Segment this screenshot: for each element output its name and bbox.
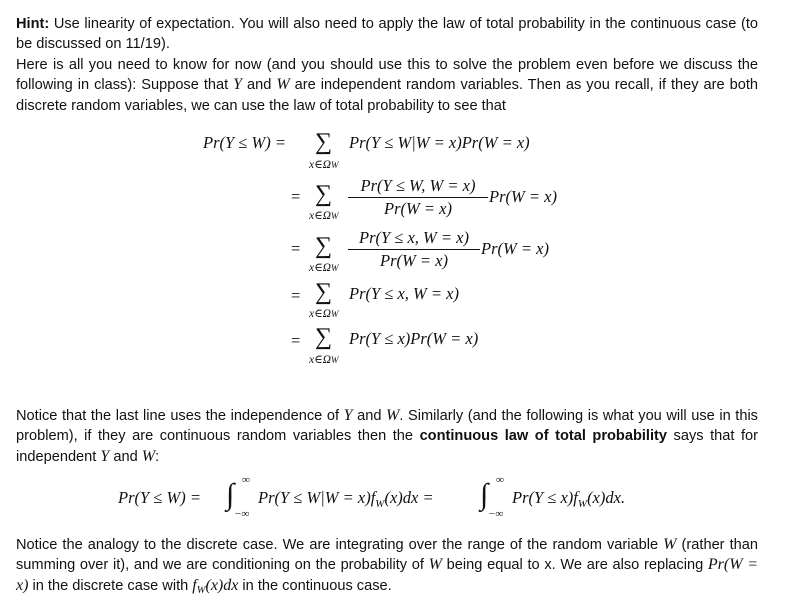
hint-paragraph <box>16 14 758 55</box>
sum-symbol-2: ∑ <box>315 181 333 207</box>
fraction-3-numerator: Pr(Y ≤ x, W = x) <box>359 228 469 247</box>
sum-subscript-4: x∈ΩW <box>309 308 339 320</box>
integral-2-upper: ∞ <box>496 474 504 486</box>
fraction-3 <box>348 228 480 271</box>
notice-paragraph-2 <box>16 535 758 598</box>
notice1-text-6: : <box>155 448 160 465</box>
var-y: Y <box>343 407 353 424</box>
eq-line-5: Pr(Y ≤ x)Pr(W = x) <box>349 329 479 348</box>
eq-lhs: Pr(Y ≤ W) = <box>203 133 286 152</box>
sum-subscript-2: x∈ΩW <box>309 210 339 222</box>
ceq-lhs: Pr(Y ≤ W) = <box>118 488 201 507</box>
sum-symbol-1: ∑ <box>315 129 333 155</box>
fraction-2-denominator: Pr(W = x) <box>384 199 452 218</box>
notice2-text-4: in the discrete case with <box>28 577 193 594</box>
notice2-text-3: being equal to x. We are also replacing <box>441 557 708 574</box>
integral-symbol-2: ∫ <box>480 478 489 511</box>
notice2-text-5: in the continuous case. <box>238 577 392 594</box>
integral-1-lower: −∞ <box>234 508 250 520</box>
integral-symbol-1: ∫ <box>226 478 235 511</box>
var-y: Y <box>100 447 110 465</box>
hint-label: Hint: <box>16 16 50 32</box>
ceq-term-2: $Pr(Y \le x)f_W(x)dx$. <box>512 488 626 510</box>
eq-line-3-tail: Pr(W = x) <box>481 239 549 258</box>
var-y: Y <box>233 76 243 94</box>
eq-line-2-tail: Pr(W = x) <box>489 187 557 206</box>
sum-symbol-4: ∑ <box>315 279 333 305</box>
fraction-3-denominator: Pr(W = x) <box>380 251 448 270</box>
eq-line-4: Pr(Y ≤ x, W = x) <box>349 284 459 303</box>
sum-subscript-3: x∈ΩW <box>309 262 339 274</box>
notice-paragraph-1 <box>16 406 758 467</box>
eq-equals-4: = <box>291 286 301 305</box>
intro-paragraph <box>16 55 758 116</box>
continuous-law-term: continuous law of total probability <box>419 428 668 445</box>
fraction-2-numerator: Pr(Y ≤ W, W = x) <box>360 176 476 195</box>
sum-symbol-5: ∑ <box>315 324 333 350</box>
integral-1-upper: ∞ <box>242 474 250 486</box>
eq-equals-2: = <box>291 187 301 206</box>
hint-text: Use linearity of expectation. You will also need to apply the law of total probability in the continuous case (to be discussed on 11/19). <box>16 16 758 53</box>
density-expr: fW(x)dx <box>192 576 239 596</box>
notice1-text-2: and <box>352 408 387 424</box>
var-w: W <box>276 76 290 94</box>
var-w: W <box>141 447 156 465</box>
notice1-text-5: and <box>109 448 142 465</box>
sum-symbol-3: ∑ <box>315 233 333 259</box>
eq-equals-5: = <box>291 331 301 350</box>
var-w: W <box>428 556 442 574</box>
eq-line-1: Pr(Y ≤ W|W = x)Pr(W = x) <box>349 133 530 152</box>
intro-text-1: Here is all you need to know for now (and you should use this to solve the problem even before we discuss the following in class): Suppose that <box>16 57 758 94</box>
fraction-2 <box>348 176 488 219</box>
notice1-text-4: says that for independent <box>16 428 758 465</box>
var-w: W <box>663 536 677 553</box>
notice1-text-1: Notice that the last line uses the independence of <box>16 408 344 424</box>
sum-subscript-1: x∈ΩW <box>309 159 339 171</box>
integral-2-lower: −∞ <box>488 508 504 520</box>
discrete-prob-expr: Pr(W = x) <box>16 556 758 594</box>
fraction-3-bar <box>348 249 480 250</box>
fraction-2-bar <box>348 197 488 198</box>
ceq-term-1: $Pr(Y \le W|W = x)f_W(x)dx$ = <box>258 488 434 510</box>
sum-subscript-5: x∈ΩW <box>309 354 339 366</box>
notice2-text-2: (rather than summing over it), and we are conditioning on the probability of <box>16 537 759 574</box>
notice2-text-1: Notice the analogy to the discrete case. We are integrating over the range of the random variable <box>16 537 664 553</box>
var-w: W <box>386 407 400 424</box>
intro-text-2: and <box>242 77 277 94</box>
notice1-text-3: . Similarly (and the following is what you will use in this problem), if they are continuous random variables then the <box>16 408 758 445</box>
intro-text-3: are independent random variables. Then as you recall, if they are both discrete random variables, we can use the law of total probability to see that <box>16 77 759 114</box>
eq-equals-3: = <box>291 239 301 258</box>
